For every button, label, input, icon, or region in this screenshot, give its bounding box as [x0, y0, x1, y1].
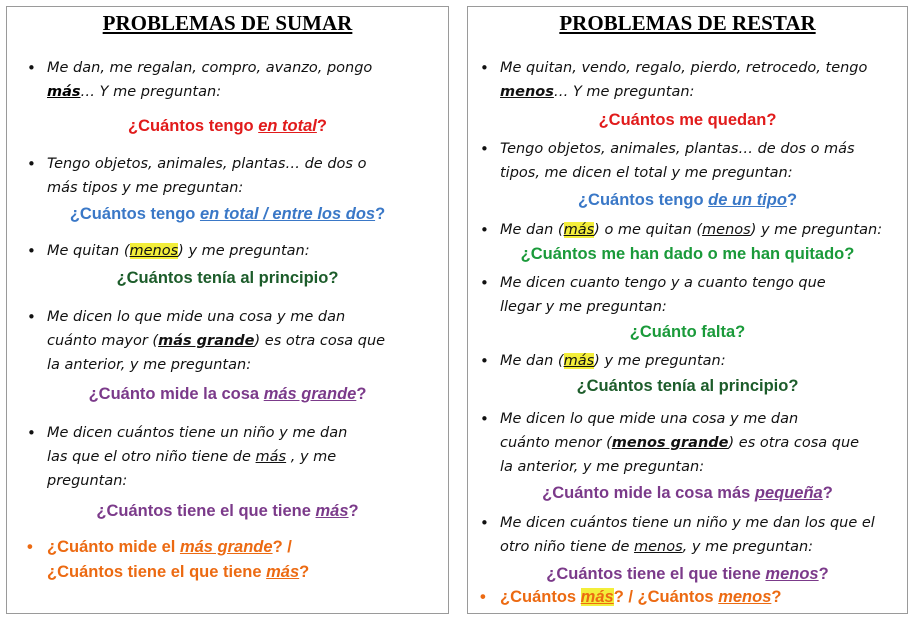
sumar-item-3: • Me quitan (menos) y me preguntan: [27, 242, 310, 260]
restar-item-5: • Me dan (más) y me preguntan: [480, 352, 726, 370]
restar-question-5: ¿Cuántos tenía al principio? [576, 377, 799, 395]
sumar-panel [6, 6, 449, 614]
sumar-item-4: • Me dicen lo que mide una cosa y me dan cuánto mayor (más grande) es otra cosa que la anterior, y me preguntan: [27, 308, 386, 373]
sumar-title: PROBLEMAS DE SUMAR [102, 11, 353, 35]
sumar-item-5: • Me dicen cuántos tiene un niño y me dan las que el otro niño tiene de más , y me preguntan: [27, 424, 348, 489]
bullet: • [27, 59, 36, 77]
sumar-question-2: ¿Cuántos tengo en total / entre los dos? [69, 205, 386, 223]
restar-question-1: ¿Cuántos me quedan? [598, 111, 777, 129]
restar-panel [467, 6, 908, 614]
sumar-question-5: ¿Cuántos tiene el que tiene más? [96, 502, 359, 520]
restar-question-7: ¿Cuántos tiene el que tiene menos? [546, 565, 829, 583]
sumar-summary: • ¿Cuánto mide el más grande? / ¿Cuántos tiene el que tiene más? [27, 538, 310, 581]
restar-item-3: • Me dan (más) o me quitan (menos) y me preguntan: [480, 221, 883, 239]
sumar-question-3: ¿Cuántos tenía al principio? [116, 269, 339, 287]
restar-question-4: ¿Cuánto falta? [629, 323, 746, 341]
sumar-question-4: ¿Cuánto mide la cosa más grande? [88, 385, 367, 403]
sumar-item-1: • Me dan, me regalan, compro, avanzo, pongo más… Y me preguntan: [47, 56, 442, 104]
restar-item-6: • Me dicen lo que mide una cosa y me dan cuánto menor (menos grande) es otra cosa que la anterior, y me preguntan: [480, 410, 860, 475]
restar-question-6: ¿Cuánto mide la cosa más pequeña? [542, 484, 833, 502]
restar-item-1: • Me quitan, vendo, regalo, pierdo, retrocedo, tengo menos… Y me preguntan: [480, 59, 868, 100]
restar-title: PROBLEMAS DE RESTAR [559, 11, 816, 35]
sumar-question-1: ¿Cuántos tengo en total? [128, 117, 327, 135]
sumar-item-2: • Tengo objetos, animales, plantas… de dos o más tipos y me preguntan: [27, 155, 367, 196]
restar-question-3: ¿Cuántos me han dado o me han quitado? [520, 245, 855, 263]
restar-item-7: • Me dicen cuántos tiene un niño y me dan los que el otro niño tiene de menos, y me preguntan: [480, 514, 875, 555]
restar-summary: • ¿Cuántos más? / ¿Cuántos menos? [480, 588, 782, 606]
restar-question-2: ¿Cuántos tengo de un tipo? [577, 191, 798, 209]
restar-item-2: • Tengo objetos, animales, plantas… de dos o más tipos, me dicen el total y me preguntan: [480, 140, 855, 181]
restar-item-4: • Me dicen cuanto tengo y a cuanto tengo que llegar y me preguntan: [480, 274, 826, 315]
